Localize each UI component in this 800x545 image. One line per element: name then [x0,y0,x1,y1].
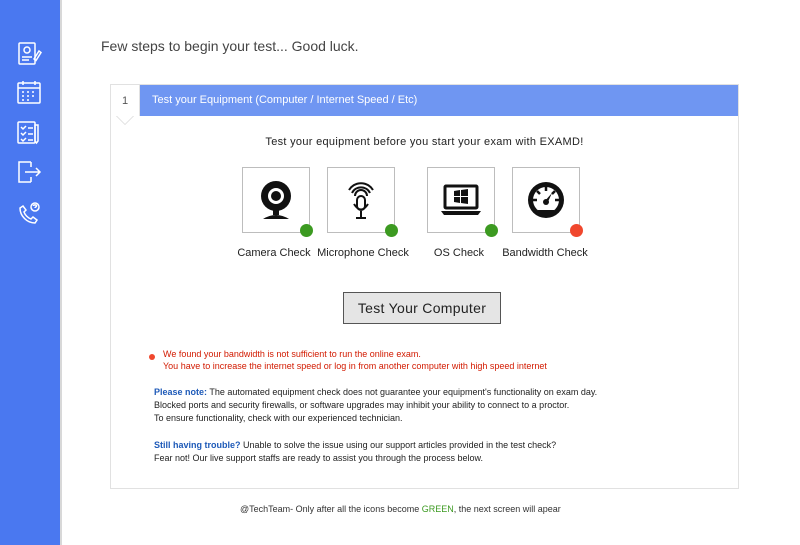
footer-text-after: , the next screen will apear [453,504,561,514]
step-header [111,85,738,116]
microphone-check-label: Microphone Check [317,247,409,259]
trouble-line-2: Fear not! Our live support staffs are ready to assist you through the process below. [154,453,484,463]
sidebar-item-checklist[interactable] [15,118,43,146]
support-phone-icon [16,201,42,227]
os-status-dot [485,224,498,237]
calendar-icon [16,79,42,105]
trouble-label: Still having trouble? [154,440,241,450]
please-note-block [154,386,597,425]
camera-check-box[interactable] [242,167,310,233]
sidebar-item-support[interactable] [15,200,43,228]
warning-line-1: We found your bandwidth is not sufficient to run the online exam. [163,349,421,359]
footer-green-word: GREEN [421,504,454,514]
warning-line-2: You have to increase the internet speed or log in from another computer with high speed internet [163,361,547,371]
microphone-status-dot [385,224,398,237]
sidebar-item-edit-document[interactable] [15,40,43,68]
trouble-block [154,439,556,465]
webcam-icon [254,178,298,222]
please-note-label: Please note: [154,387,208,397]
camera-status-dot [300,224,313,237]
speedometer-icon [524,178,568,222]
bandwidth-status-dot [570,224,583,237]
note-line-2: Blocked ports and security firewalls, or software upgrades may inhibit your ability to connect to a proctor. [154,400,570,410]
warning-dot [149,354,155,360]
panel-subtitle: Test your equipment before you start your exam with EXAMD! [265,136,584,148]
laptop-windows-icon [439,178,483,222]
bandwidth-check-box[interactable] [512,167,580,233]
step-notch [117,116,133,124]
checklist-icon [16,119,42,145]
step-title: Test your Equipment (Computer / Internet Speed / Etc) [152,94,418,106]
page-heading: Few steps to begin your test... Good luck. [101,38,359,54]
note-line-3: To ensure functionality, check with our experienced technician. [154,413,403,423]
sidebar [0,0,60,545]
microphone-check-box[interactable] [327,167,395,233]
camera-check-label: Camera Check [237,247,311,259]
equipment-test-panel [110,84,739,489]
test-your-computer-button[interactable]: Test Your Computer [343,292,501,324]
logout-icon [16,159,42,185]
edit-document-icon [16,41,42,67]
bandwidth-check-label: Bandwidth Check [502,247,588,259]
microphone-icon [339,178,383,222]
os-check-label: OS Check [433,247,485,259]
note-line-1: The automated equipment check does not guarantee your equipment's functionality on exam day. [207,387,598,397]
bandwidth-warning [163,348,547,372]
os-check-box[interactable] [427,167,495,233]
footer-text-before: @TechTeam- Only after all the icons become [240,504,422,514]
step-number: 1 [111,85,140,116]
sidebar-item-calendar[interactable] [15,78,43,106]
trouble-line-1: Unable to solve the issue using our support articles provided in the test check? [240,440,557,450]
sidebar-item-logout[interactable] [15,158,43,186]
